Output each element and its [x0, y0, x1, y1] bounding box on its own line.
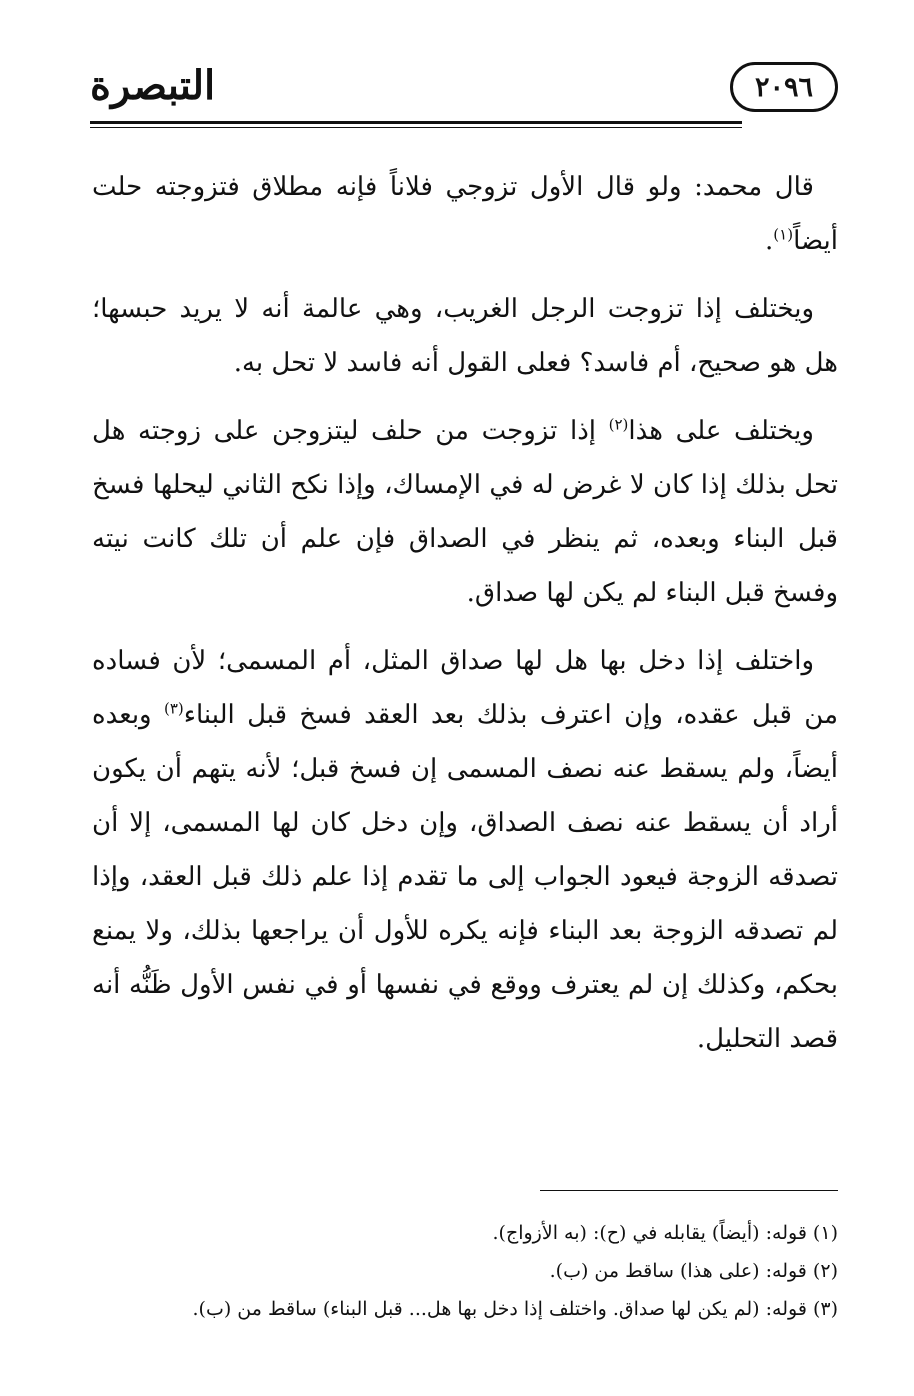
page-number: ٢٠٩٦ [754, 71, 813, 103]
footnotes [92, 1214, 838, 1328]
page-header [90, 56, 840, 136]
paragraph-text: . [765, 226, 774, 256]
header-rule-thin [90, 127, 742, 128]
paragraph-4 [92, 634, 838, 1066]
footnote-separator [540, 1190, 838, 1191]
header-rule [90, 121, 742, 124]
paragraph-text: وبعده أيضاً، ولم يسقط عنه نصف المسمى إن فسخ قبل؛ لأنه يتهم أن يكون أراد أن يسقط عنه نصف الصداق، وإن دخل كان لها المسمى، إلا أن تصدقه الزوجة فيعود الجواب إلى ما تقدم إذا علم ذلك قبل العقد، وإذا لم تصدقه الزوجة بعد البناء فإنه يكره للأول أن يراجعها بذلك، ولا يمنع بحكم، وكذلك إن لم يعترف ووقع في نفسها أو في نفس الأول ظَنُّه أنه قصد التحليل. [92, 700, 838, 1054]
footnote-marker: (١) [773, 225, 794, 244]
footnote-marker: (٢) [608, 415, 629, 434]
footnote-marker: (٣) [163, 699, 184, 718]
body-text [92, 160, 838, 1080]
paragraph-text: واختلف إذا دخل بها هل لها صداق المثل، أم المسمى؛ لأن فساده من قبل عقده، وإن اعترف بذلك بعد العقد فسخ قبل البناء [92, 646, 839, 730]
footnote-3: (٣) قوله: (لم يكن لها صداق. واختلف إذا دخل بها هل... قبل البناء) ساقط من (ب). [192, 1298, 838, 1320]
footnote-1: (١) قوله: (أيضاً) يقابله في (ح): (به الأزواج). [492, 1222, 838, 1244]
book-title: التبصرة [90, 62, 216, 109]
paragraph-2 [92, 282, 838, 390]
paragraph-3 [92, 404, 838, 620]
paragraph-text: إذا تزوجت من حلف ليتزوجن على زوجته هل تحل بذلك إذا كان لا غرض له في الإمساك، وإذا نكح الثاني ليحلها فسخ قبل البناء وبعده، ثم ينظر في الصداق فإن علم أن تلك كانت نيته وفسخ قبل البناء لم يكن لها صداق. [92, 416, 838, 608]
paragraph-text: قال محمد: ولو قال الأول تزوجي فلاناً فإنه مطلاق فتزوجته حلت أيضاً [92, 172, 838, 256]
paragraph-text: ويختلف على هذا [628, 416, 814, 446]
paragraph-text: ويختلف إذا تزوجت الرجل الغريب، وهي عالمة أنه لا يريد حبسها؛ هل هو صحيح، أم فاسد؟ فعلى القول أنه فاسد لا تحل به. [92, 294, 838, 378]
paragraph-1 [92, 160, 838, 268]
page-number-frame [730, 62, 838, 112]
footnote-2: (٢) قوله: (على هذا) ساقط من (ب). [549, 1260, 838, 1282]
